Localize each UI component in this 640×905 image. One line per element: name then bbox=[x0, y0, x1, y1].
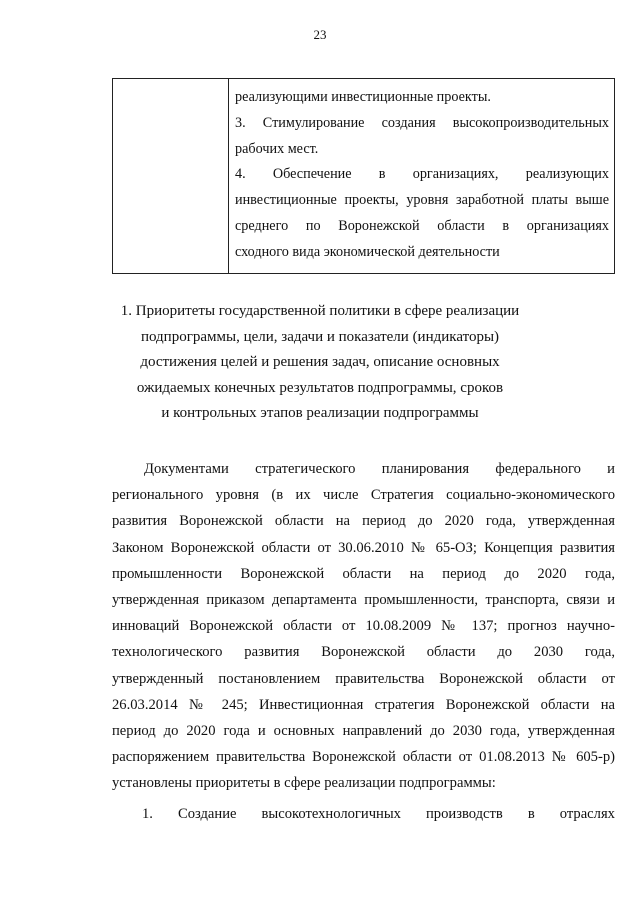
list-item-word: Создание bbox=[177, 806, 237, 822]
paragraph-line: утвержденная приказом департамента промышленности, транспорта, связи и bbox=[112, 592, 615, 609]
list-item-word: в bbox=[527, 806, 535, 822]
section-heading bbox=[0, 299, 640, 427]
list-item bbox=[112, 801, 615, 827]
table-line: среднего по Воронежской области в организациях bbox=[235, 217, 609, 234]
table-line: 3. Стимулирование создания высокопроизводительных bbox=[235, 114, 609, 131]
page-number: 23 bbox=[313, 27, 327, 42]
paragraph-line: 26.03.2014 № 245; Инвестиционная стратегия Воронежской области на bbox=[112, 696, 615, 713]
table-left-cell bbox=[113, 79, 229, 273]
body-paragraph bbox=[112, 456, 615, 797]
list-item-word: производств bbox=[425, 806, 503, 822]
paragraph-line: технологического развития Воронежской области до 2030 года, bbox=[112, 644, 615, 661]
heading-line: достижения целей и решения задач, описание основных bbox=[140, 354, 500, 370]
paragraph-line: инноваций Воронежской области от 10.08.2009 № 137; прогноз научно- bbox=[112, 618, 615, 635]
paragraph-line: Законом Воронежской области от 30.06.2010 № 65-ОЗ; Концепция развития bbox=[112, 539, 615, 556]
list-item-word: отраслях bbox=[559, 806, 615, 822]
table-line: реализующими инвестиционные проекты. bbox=[235, 89, 491, 105]
paragraph-line: установлены приоритеты в сфере реализации подпрограммы: bbox=[112, 775, 496, 792]
list-item-word: высокотехнологичных bbox=[261, 806, 401, 822]
heading-line: и контрольных этапов реализации подпрограммы bbox=[161, 405, 479, 421]
paragraph-line: промышленности Воронежской области на период до 2020 года, bbox=[112, 565, 615, 582]
heading-line: подпрограммы, цели, задачи и показатели (индикаторы) bbox=[140, 328, 500, 345]
table-right-cell bbox=[230, 79, 614, 273]
heading-line: 1. Приоритеты государственной политики в сфере реализации bbox=[120, 303, 520, 319]
heading-line: ожидаемых конечных результатов подпрограммы, сроков bbox=[136, 379, 504, 396]
table-line: инвестиционные проекты, уровня заработной платы выше bbox=[235, 192, 609, 209]
paragraph-line: регионального уровня (в их числе Стратегия социально-экономического bbox=[112, 487, 615, 504]
continued-table bbox=[112, 78, 615, 274]
paragraph-line: Документами стратегического планирования федерального и bbox=[144, 461, 615, 477]
table-line: рабочих мест. bbox=[235, 140, 319, 157]
paragraph-line: утвержденный постановлением правительства Воронежской области от bbox=[112, 670, 615, 687]
paragraph-line: распоряжением правительства Воронежской области от 01.08.2013 № 605-р) bbox=[112, 749, 615, 766]
paragraph-line: развития Воронежской области на период до 2020 года, утвержденная bbox=[112, 513, 615, 530]
paragraph-line: период до 2020 года и основных направлений до 2030 года, утвержденная bbox=[112, 723, 615, 740]
table-line: 4. Обеспечение в организациях, реализующих bbox=[235, 166, 609, 183]
table-line: сходного вида экономической деятельности bbox=[235, 243, 500, 260]
list-item-number: 1. bbox=[142, 806, 153, 822]
